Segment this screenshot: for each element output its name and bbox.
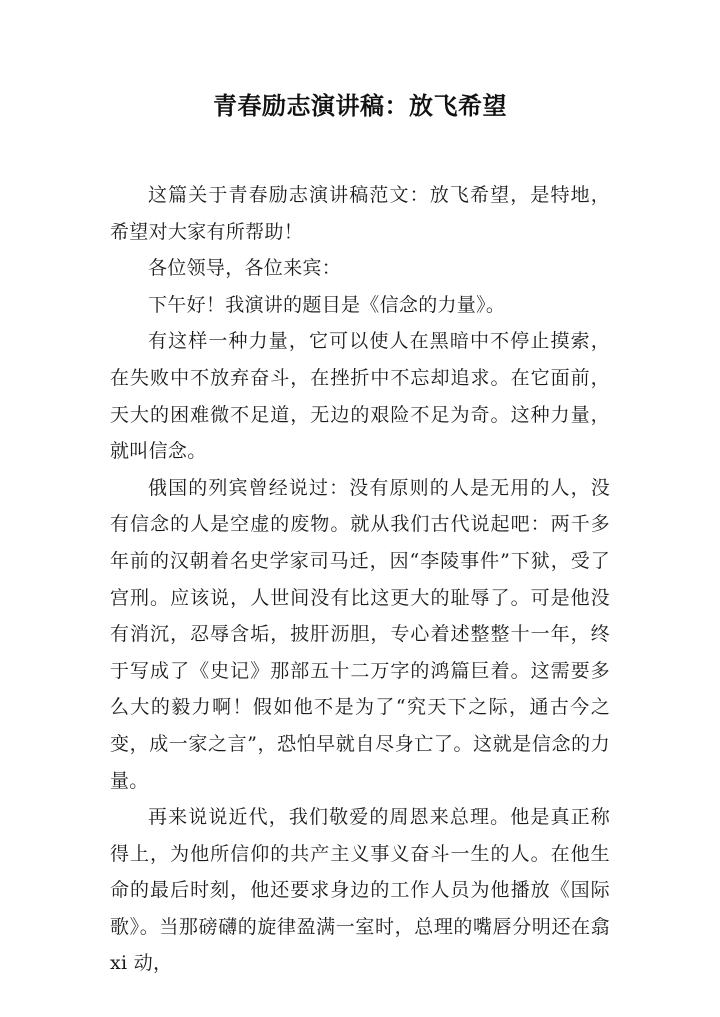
document-body <box>110 177 610 982</box>
document-title: 青春励志演讲稿：放飞希望 <box>213 92 507 120</box>
paragraph-salutation: 各位领导，各位来宾： <box>148 257 342 280</box>
paragraph-greeting: 下午好！我演讲的题目是《信念的力量》。 <box>148 293 506 316</box>
paragraph-sima-qian: 俄国的列宾曾经说过：没有原则的人是无用的人，没有信念的人是空虚的废物。就从我们古代说起吧：两千多年前的汉朝着名史学家司马迁，因“李陵事件”下狱，受了宫刑。应该说，人世间没有比这更大的耻辱了。可是他没有消沉，忍辱含垢，披肝沥胆，专心着述整整十一年，终于写成了《史记》那部五十二万字的鸿篇巨着。这需要多么大的毅力啊！假如他不是为了“究天下之际，通古今之变，成一家之言”，恐怕早就自尽身亡了。这就是信念的力量。 <box>110 476 610 792</box>
paragraph-power-of-belief: 有这样一种力量，它可以使人在黑暗中不停止摸索，在失败中不放弃奋斗，在挫折中不忘却追求。在它面前，天大的困难微不足道，无边的艰险不足为奇。这种力量，就叫信念。 <box>110 330 610 463</box>
paragraph-zhou-enlai: 再来说说近代，我们敬爱的周恩来总理。他是真正称得上，为他所信仰的共产主义事义奋斗一生的人。在他生命的最后时刻，他还要求身边的工作人员为他播放《国际歌》。当那磅礴的旋律盈满一室时，总理的嘴唇分明还在翕 xi 动， <box>110 806 610 975</box>
paragraph-intro: 这篇关于青春励志演讲稿范文：放飞希望，是特地，希望对大家有所帮助！ <box>110 184 610 243</box>
